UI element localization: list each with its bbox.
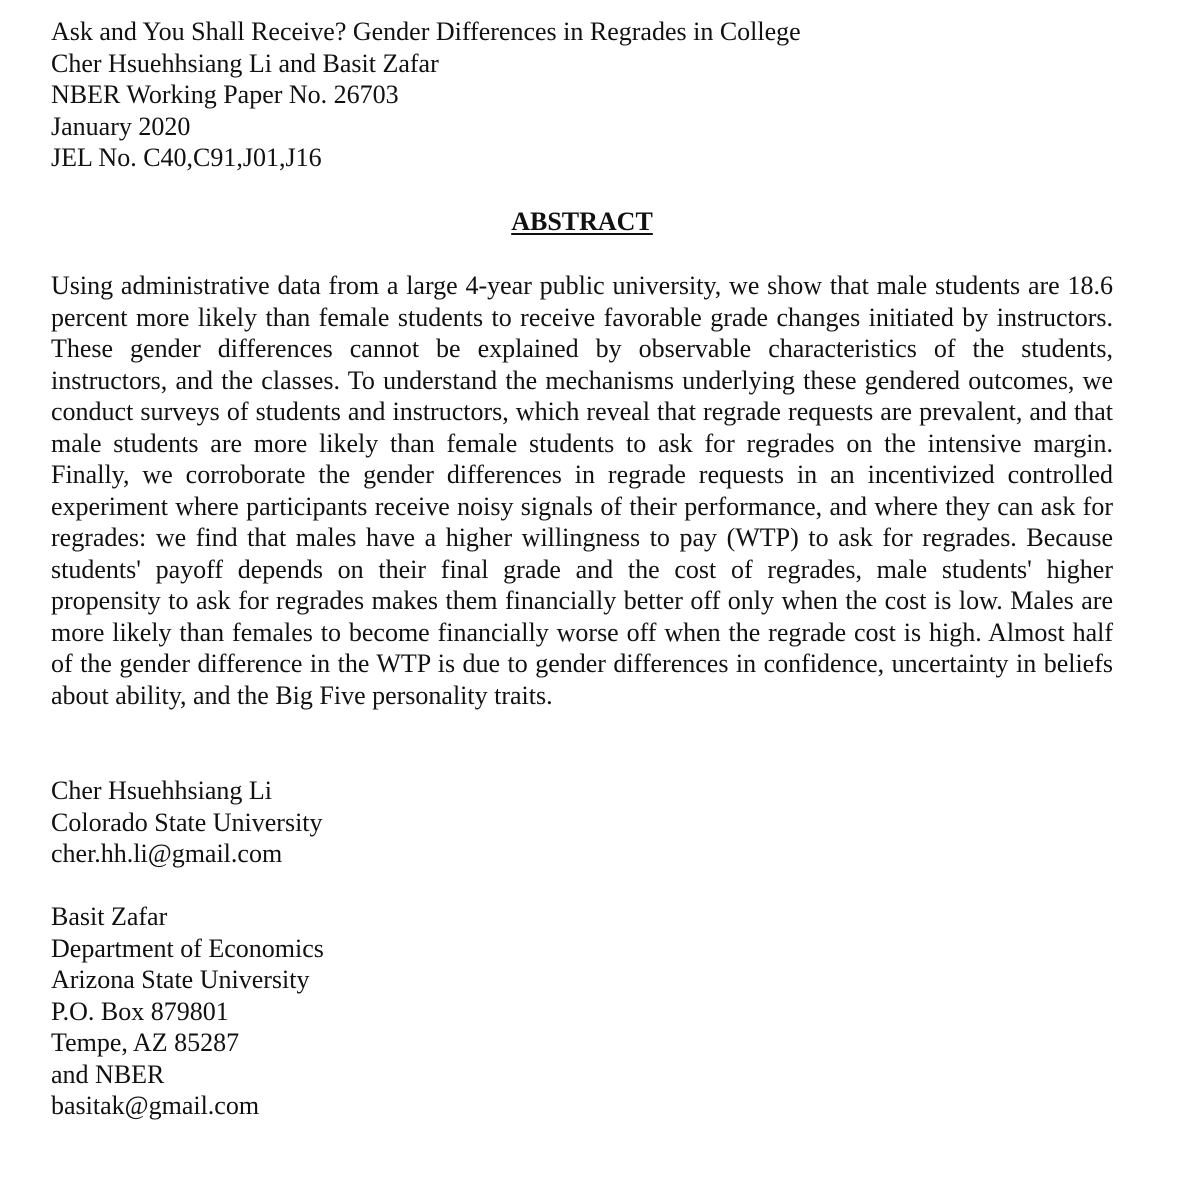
paper-authors: Cher Hsuehhsiang Li and Basit Zafar xyxy=(51,48,439,78)
paper-header xyxy=(51,16,801,174)
author-name: Cher Hsuehhsiang Li xyxy=(51,776,272,805)
author-block xyxy=(51,775,323,870)
author-po-box: P.O. Box 879801 xyxy=(51,996,229,1026)
abstract-text: Using administrative data from a large 4-year public university, we show that male students are 18.6 percent more likely than female students to receive favorable grade changes initiated by instructors. These gender differences cannot be explained by observable characteristics of the students, instructors, and the classes. To understand the mechanisms underlying these gendered outcomes, we conduct surveys of students and instructors, which reveal that regrade requests are prevalent, and that male students are more likely than female students to ask for regrades on the intensive margin. Finally, we corroborate the gender differences in regrade requests in an incentivized controlled experiment where participants receive noisy signals of their performance, and where they can ask for regrades: we find that males have a higher willingness to pay (WTP) to ask for regrades. Because students' payoff depends on their final grade and the cost of regrades, male students' higher propensity to ask for regrades makes them financially better off only when the cost is low. Males are more likely than females to become financially worse off when the regrade cost is high. Almost half of the gender difference in the WTP is due to gender differences in confidence, uncertainty in beliefs about ability, and the Big Five personality traits. xyxy=(51,271,1113,710)
author-email: basitak@gmail.com xyxy=(51,1091,260,1120)
paper-date: January 2020 xyxy=(51,111,191,141)
author-affiliation: Arizona State University xyxy=(51,965,310,994)
author-block xyxy=(51,901,324,1122)
paper-jel-codes: JEL No. C40,C91,J01,J16 xyxy=(51,143,322,172)
author-name: Basit Zafar xyxy=(51,902,168,931)
author-email: cher.hh.li@gmail.com xyxy=(51,839,283,868)
author-city: Tempe, AZ 85287 xyxy=(51,1028,240,1057)
author-affiliation: Colorado State University xyxy=(51,807,323,837)
abstract-heading: ABSTRACT xyxy=(511,207,653,236)
abstract-heading-wrap xyxy=(51,206,1113,237)
author-extra-affiliation: and NBER xyxy=(51,1059,165,1089)
paper-title: Ask and You Shall Receive? Gender Differences in Regrades in College xyxy=(51,17,801,46)
paper-series: NBER Working Paper No. 26703 xyxy=(51,80,399,109)
author-department: Department of Economics xyxy=(51,933,324,963)
